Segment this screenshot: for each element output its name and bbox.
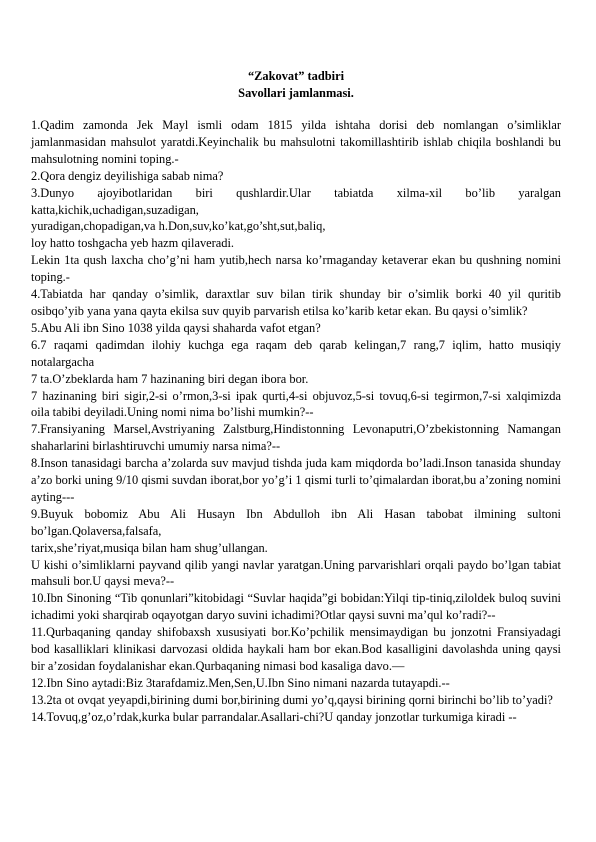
question-6: 6.7 raqami qadimdan ilohiy kuchga ega raqam deb qarab kelingan,7 rang,7 iqlim, hatto musiqiy notalargacha: [31, 337, 561, 369]
question-14: 14.Tovuq,g’oz,o’rdak,kurka bular parrandalar.Asallari-chi?U qanday jonzotlar turkumiga kiradi --: [31, 709, 517, 724]
question-3: 3.Dunyo ajoyibotlaridan biri qushlardir.Ular tabiatda xilma-xil bo’lib yaralgan katta,kichik,uchadigan,suzadigan,: [31, 185, 561, 217]
question-7: 7.Fransiyaning Marsel,Avstriyaning Zalstburg,Hindistonning Levonaputri,O’zbekistonning Namangan shaharlarini birlashtiruvchi umumiy narsa nima?--: [31, 422, 561, 454]
document-subtitle: Savollari jamlanmasi.: [238, 85, 354, 100]
question-6-line-3: 7 hazinaning biri sigir,2-si o’rmon,3-si ipak qurti,4-si objuvoz,5-si tovuq,6-si tegirmon,7-si xalqimizda oila tabibi deyiladi.Uning nomi nima bo’lishi mumkin?--: [31, 388, 561, 420]
question-9-line-3: U kishi o’simliklarni payvand qilib yangi navlar yaratgan.Uning parvarishlari orqali paydo bo’lgan tabiat mahsuli bor.U qaysi meva?--: [31, 557, 561, 589]
question-13: 13.2ta ot ovqat yeyapdi,birining dumi bor,birining dumi yo’q,qaysi birining qorni birinchi bo’lib to’yadi?: [31, 692, 553, 707]
question-3-line-2: yuradigan,chopadigan,va h.Don,suv,ko’kat,go’sht,sut,baliq,: [31, 219, 326, 234]
question-12: 12.Ibn Sino aytadi:Biz 3tarafdamiz.Men,Sen,U.Ibn Sino nimani nazarda tutayapdi.--: [31, 675, 450, 690]
question-3-line-3: loy hatto toshgacha yeb hazm qilaveradi.: [31, 236, 234, 251]
question-9: 9.Buyuk bobomiz Abu Ali Husayn Ibn Abdulloh ibn Ali Hasan tabobat ilmining sultoni bo’lgan.Qolaversa,falsafa,: [31, 506, 561, 538]
question-11: 11.Qurbaqaning qanday shifobaxsh xususiyati bor.Ko’pchilik mensimaydigan bu jonzotni Fransiyadagi bod kasalliklari klinikasi darvozasi oldida haykali ham bor ekan.Bod kasalligini davolashda uning qaysi bir a’zosidan foydalanishar ekan.Qurbaqaning nimasi bod kasaliga davo.—: [31, 625, 561, 673]
question-4: 4.Tabiatda har qanday o’simlik, daraxtlar suv bilan tirik shunday bir o’simlik borki 40 yil quritib osibqo’yib yana yana qayta ekilsa suv quyib parvarish etilsa ko’karib ketar ekan. Bu qaysi o’simlik?: [31, 287, 561, 318]
question-3-line-4: Lekin 1ta qush laxcha cho’g’ni ham yutib,hech narsa ko’rmaganday ketaverar ekan bu qushning nomini toping.-: [31, 253, 561, 285]
document-title: “Zakovat” tadbiri: [247, 69, 345, 83]
document-page: [31, 68, 561, 726]
question-9-line-2: tarix,she’riyat,musiqa bilan ham shug’ullangan.: [31, 540, 268, 555]
question-5: 5.Abu Ali ibn Sino 1038 yilda qaysi shaharda vafot etgan?: [31, 320, 321, 335]
question-8: 8.Inson tanasidagi barcha a’zolarda suv mavjud tishda juda kam miqdorda bo’ladi.Inson tanasida shunday a’zo borki uning 9/10 qismi suvdan iborat,bor yo’g’i 1 qismi turli to’qimalardan iborat,bu a’zoning nomini ayting---: [31, 456, 561, 504]
question-6-line-2: 7 ta.O’zbeklarda ham 7 hazinaning biri degan ibora bor.: [31, 371, 309, 386]
question-2: 2.Qora dengiz deyilishiga sabab nima?: [31, 168, 224, 183]
spacer: [31, 101, 561, 117]
question-1: 1.Qadim zamonda Jek Mayl ismli odam 1815 yilda ishtaha dorisi deb nomlangan o’simliklar jamlanmasidan mahsulot yaratdi.Keyinchalik bu mahsulotni takomillashtirib ishlab chiqila boshlandi bu mahsulotning nomini toping.-: [31, 118, 561, 166]
question-10: 10.Ibn Sinoning “Tib qonunlari”kitobidagi “Suvlar haqida”gi bobidan:Yilqi tip-tiniq,ziloldek buloq suvini ichadimi yoki sharqirab oqayotgan daryo suvini ichadimi?Otlar qaysi suvni ma’qul ko’radi?--: [31, 591, 561, 623]
